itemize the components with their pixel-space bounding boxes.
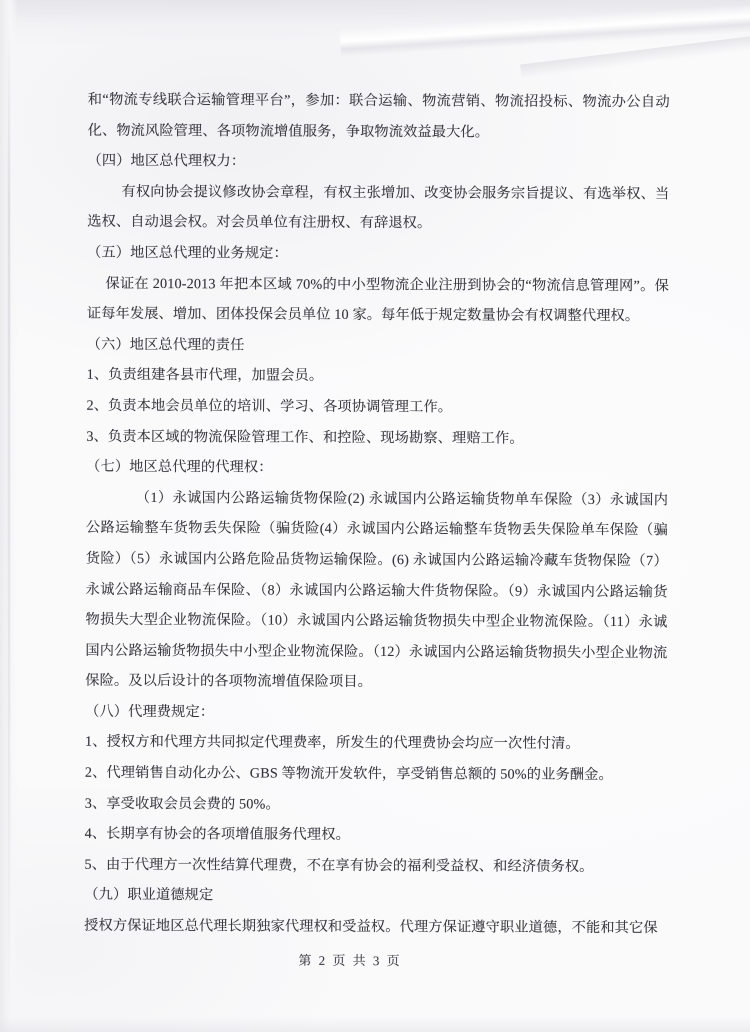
page-number: 第 2 页 共 3 页 [298,952,402,969]
heading-section-4: （四）地区总代理权力： [87,152,246,170]
item-8-5: 5、由于代理方一次性结算代理费，不在享有协会的福利受益权、和经济债务权。 [84,856,594,875]
heading-section-5: （五）地区总代理的业务规定： [87,244,288,262]
scan-bottom-shadow [0,1016,750,1032]
item-6-1: 1、负责组建各县市代理，加盟会员。 [86,367,324,385]
para-section-5-body: 保证在 2010-2013 年把本区域 70%的中小型物流企业注册到协会的“物流信息管理网”。保证每年发展、增加、团体投保会员单位 10 家。每年低于规定数量协会有权调整代理权。 [86,275,670,325]
item-6-2: 2、负责本地会员单位的培训、学习、各项协调管理工作。 [86,397,453,416]
heading-section-9: （九）职业道德规定 [84,887,214,904]
paper-fold-line [8,30,10,1022]
para-insurance-list: （1）永诚国内公路运输货物保险(2) 永诚国内公路运输货物单车保险（3）永诚国内公路运输整车货物丢失保险（骗货险(4）永诚国内公路运输整车货物丢失保险单车保险（骗货险）（5）永诚国内公路危险品货物运输保险。(6) 永诚国内公路运输冷藏车货物保险（7）永诚公路运输商品车保险、（8）永诚国内公路运输大件货物保险。（9）永诚国内公路运输货物损失大型企业物流保险。（10）永诚国内公路运输货物损失中型企业物流保险。（11）永诚国内公路运输货物损失中小型企业物流保险。（12）永诚国内公路运输货物损失小型企业物流保险。及以后设计的各项物流增值保险项目。 [85,489,669,691]
heading-section-7: （七）地区总代理的代理权： [86,458,273,476]
item-8-1: 1、授权方和代理方共同拟定代理费率，所发生的代理费协会均应一次性付清。 [84,734,580,753]
item-6-3: 3、负责本区域的物流保险管理工作、和控险、现场勘察、理赔工作。 [86,428,524,447]
heading-section-8: （八）代理费规定： [85,703,215,721]
heading-section-6: （六）地区总代理的责任 [86,336,245,354]
document-body [84,85,670,944]
para-section-9-body: 授权方保证地区总代理长期独家代理权和受益权。代理方保证遵守职业道德，不能和其它保 [84,917,658,937]
item-8-2: 2、代理销售自动化办公、GBS 等物流开发软件，享受销售总额的 50%的业务酬金。 [84,764,613,784]
item-8-4: 4、长期享有协会的各项增值服务代理权。 [84,825,350,844]
para-section-4-body: 有权向协会提议修改协会章程，有权主张增加、改变协会服务宗旨提议、有选举权、当选权、自动退会权。对会员单位有注册权、有辞退权。 [87,183,670,232]
item-8-3: 3、享受收取会员会费的 50%。 [84,795,280,813]
para-intro-continued: 和“物流专线联合运输管理平台”，参加：联合运输、物流营销、物流招投标、物流办公自动化、物流风险管理、各项物流增值服务，争取物流效益最大化。 [87,91,670,141]
